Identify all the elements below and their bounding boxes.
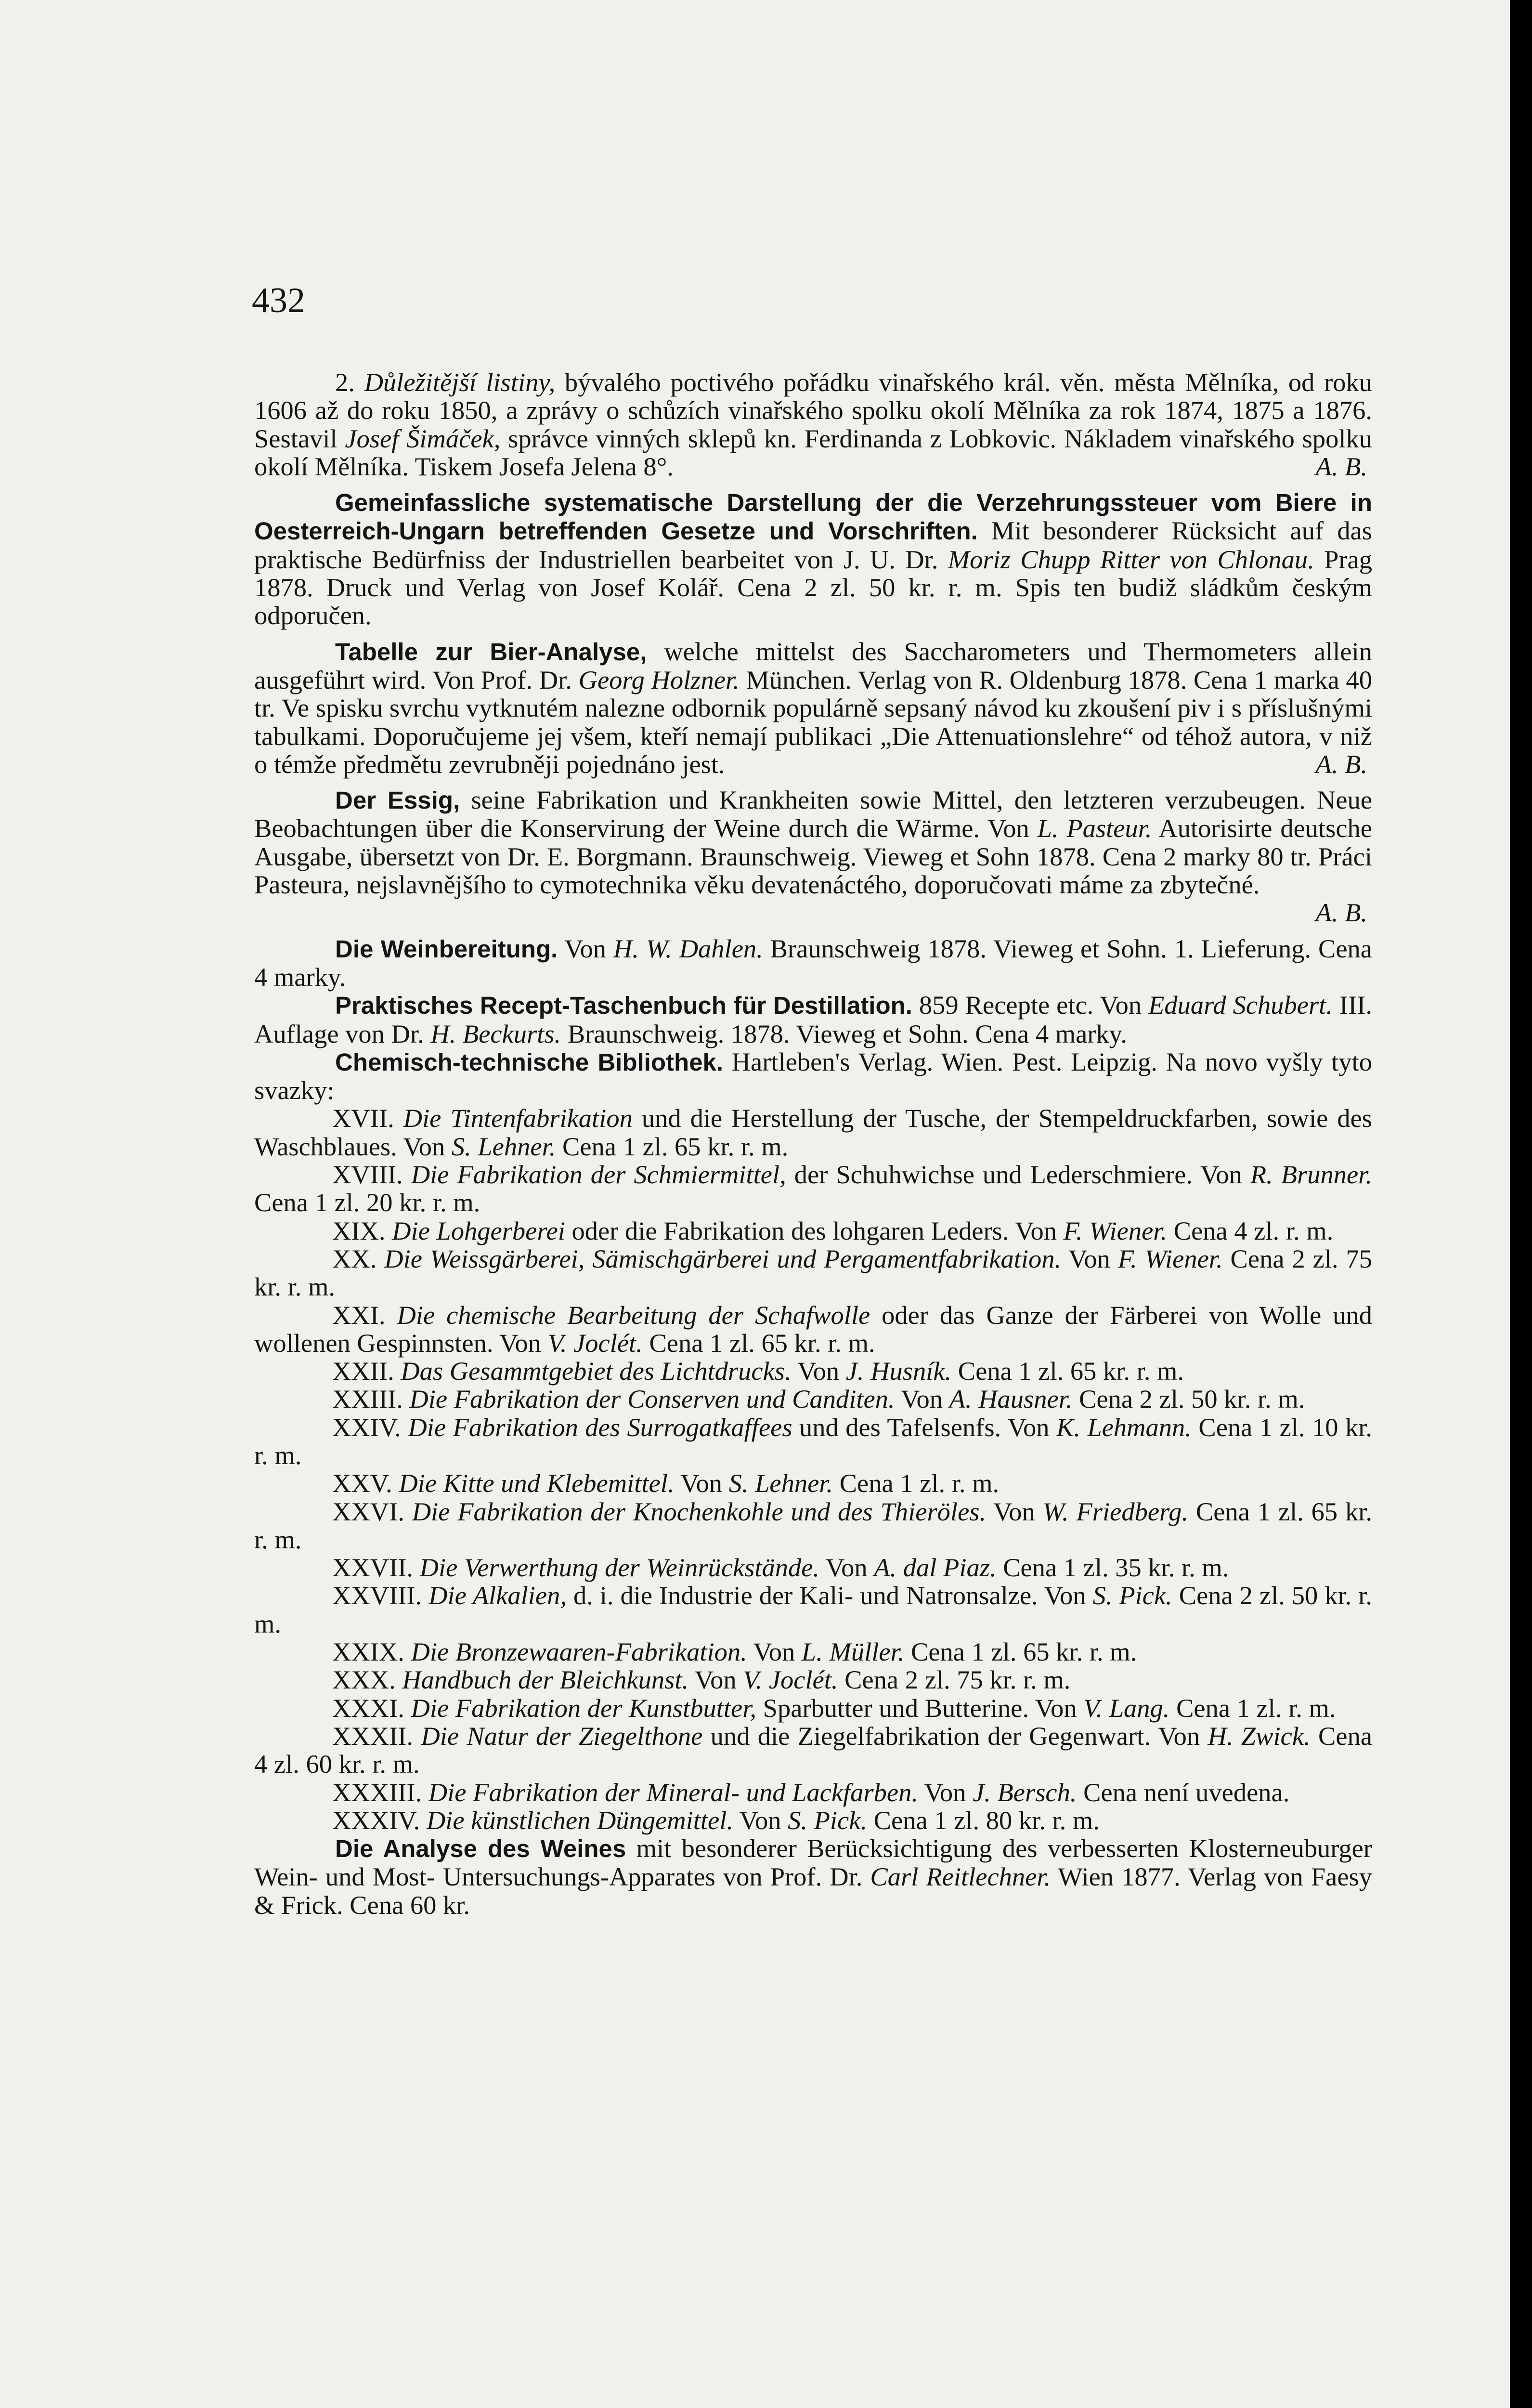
volume-price: Cena 2 zl. 50 kr. r. m.: [254, 1581, 1372, 1638]
volume-price: Cena 1 zl. 20 kr. r. m.: [254, 1188, 480, 1217]
volume-body: Von: [747, 1637, 802, 1667]
entry-author: H. W. Dahlen.: [613, 933, 763, 963]
entry-title: Chemisch-technische Bibliothek.: [335, 1048, 724, 1076]
volume-price: Cena 1 zl. 35 kr. r. m.: [996, 1553, 1229, 1583]
entry-signature: A. B.: [1315, 898, 1367, 928]
volume-author: S. Lehner.: [728, 1468, 833, 1498]
entry-author: L. Pasteur.: [1037, 813, 1152, 843]
volume-body: oder das Ganze der Färberei von Wolle und wollenen Gespinnsten. Von: [254, 1300, 1372, 1358]
volume-title: Die chemische Bearbeitung der Schafwolle: [397, 1300, 870, 1330]
volume-item: [254, 1245, 1372, 1301]
entry-title: Gemeinfassliche systematische Darstellung der die Verzehrungssteuer vom Biere in Oesterreich-Ungarn betreffenden Gesetze und Vorschriften.: [254, 489, 1372, 545]
volume-item: [254, 1104, 1372, 1161]
entry-body: Autorisirte deutsche Ausgabe, übersetzt von Dr. E. Borgmann. Braunschweig. Vieweg et Sohn 1878. Cena 2 marky 80 tr. Práci Pasteura, nejslavnějšího to cymotechnika věku devatenáctého, doporučovati máme za zbytečné.: [254, 813, 1373, 900]
volume-author: V. Lang.: [1083, 1693, 1170, 1723]
volume-title: Die Alkalien,: [428, 1581, 567, 1610]
volume-number: XXXII.: [332, 1721, 421, 1751]
volume-number: XIX.: [332, 1216, 392, 1245]
volume-item: [254, 1413, 1372, 1470]
entry-title: Tabelle zur Bier-Analyse,: [335, 638, 647, 666]
volume-item: [254, 1722, 1372, 1779]
entry-body: Von: [558, 933, 613, 963]
volume-title: Die Fabrikation der Kunstbutter,: [411, 1693, 757, 1723]
volume-author: F. Wiener.: [1063, 1216, 1168, 1245]
entry-signature: A. B.: [1315, 451, 1367, 481]
entry-body: Braunschweig. 1878. Vieweg et Sohn. Cena 4 marky.: [561, 1019, 1128, 1048]
volume-title: Die Fabrikation der Schmiermittel,: [411, 1160, 786, 1190]
volume-list: [254, 1104, 1372, 1834]
entry-body: bývalého poctivého pořádku vinařského král. věn. města Mělníka, od roku 1606 až do roku 1850, a zprávy o schůzích vinařského spolku okolí Mělníka za rok 1874, 1875 a 1876. Sestavil: [254, 367, 1373, 453]
volume-author: R. Brunner.: [1250, 1160, 1372, 1190]
entry-essig: [254, 786, 1372, 899]
volume-item: [254, 1469, 1372, 1497]
volume-author: J. Bersch.: [973, 1777, 1077, 1807]
entry-body: Prag 1878. Druck und Verlag von Josef Kolář. Cena 2 zl. 50 kr. r. m. Spis ten budiž sládkům českým odporučen.: [254, 544, 1372, 630]
entry-bier-analyse: [254, 638, 1372, 778]
volume-price: Cena 1 zl. 80 kr. r. m.: [867, 1805, 1100, 1835]
volume-title: Die Fabrikation der Conserven und Canditen.: [409, 1384, 895, 1414]
volume-number: XXVIII.: [332, 1581, 429, 1610]
volume-body: Von: [688, 1665, 743, 1695]
volume-number: XXII.: [332, 1356, 401, 1386]
entry-body: Wien 1877. Verlag von Faesy & Frick. Cena 60 kr.: [254, 1862, 1372, 1920]
entry-title: Důležitější listiny,: [364, 367, 556, 397]
entry-author: Georg Holzner.: [578, 665, 740, 694]
volume-title: Die Bronzewaaren-Fabrikation.: [411, 1637, 747, 1667]
volume-body: d. i. die Industrie der Kali- und Natronsalze. Von: [567, 1581, 1093, 1610]
entry-body: Hartleben's Verlag. Wien. Pest. Leipzig. Na novo vyšly tyto svazky:: [254, 1047, 1373, 1105]
entry-verzehrungssteuer: [254, 488, 1372, 629]
scan-edge: [1510, 0, 1532, 2408]
volume-body: oder die Fabrikation des lohgaren Leders. Von: [565, 1216, 1064, 1245]
volume-price: Cena 1 zl. 65 kr. r. m.: [951, 1356, 1184, 1386]
volume-item: [254, 1217, 1372, 1245]
volume-body: Von: [791, 1356, 846, 1386]
volume-title: Die Fabrikation der Knochenkohle und des Thieröles.: [412, 1496, 987, 1526]
volume-body: Von: [819, 1553, 874, 1583]
volume-item: [254, 1666, 1372, 1694]
volume-item: [254, 1779, 1372, 1806]
volume-title: Die Natur der Ziegelthone: [421, 1721, 703, 1751]
volume-body: der Schuhwichse und Lederschmiere. Von: [786, 1160, 1250, 1190]
volume-title: Die Kitte und Klebemittel.: [399, 1468, 675, 1498]
volume-price: Cena 1 zl. r. m.: [833, 1468, 1000, 1498]
volume-price: Cena 1 zl. 65 kr. r. m.: [642, 1328, 875, 1358]
page-body: [254, 368, 1372, 1919]
volume-body: Von: [918, 1777, 973, 1807]
volume-body: und die Ziegelfabrikation der Gegenwart. Von: [702, 1721, 1208, 1751]
entry-bibliothek: [254, 1048, 1372, 1105]
entry-author: Josef Šimáček,: [345, 423, 501, 453]
volume-price: Cena 2 zl. 75 kr. r. m.: [254, 1243, 1372, 1302]
volume-body: und die Herstellung der Tusche, der Stempeldruckfarben, sowie des Waschblaues. Von: [254, 1103, 1372, 1161]
volume-item: [254, 1638, 1372, 1666]
entry-recept-taschenbuch: [254, 991, 1372, 1048]
volume-price: Cena není uvedena.: [1077, 1777, 1290, 1807]
volume-item: [254, 1498, 1372, 1554]
entry-body: III. Auflage von Dr.: [254, 990, 1372, 1048]
entry-title: Die Analyse des Weines: [335, 1835, 626, 1863]
entry-title: Der Essig,: [335, 786, 460, 814]
entry-body: 859 Recepte etc. Von: [912, 990, 1149, 1020]
entry-author: Moriz Chupp Ritter von Chlonau.: [948, 544, 1314, 574]
entry-body: seine Fabrikation und Krankheiten sowie Mittel, den letzteren verzubeugen. Neue Beobachtungen über die Konservirung der Weine durch die Wärme. Von: [254, 785, 1373, 843]
volume-number: XXX.: [332, 1665, 402, 1695]
volume-price: Cena 2 zl. 75 kr. r. m.: [838, 1665, 1071, 1695]
volume-number: XXXIV.: [332, 1805, 427, 1835]
volume-number: XXXIII.: [332, 1777, 428, 1807]
volume-price: Cena 1 zl. 65 kr. r. m.: [904, 1637, 1137, 1667]
volume-item: [254, 1554, 1372, 1582]
volume-price: Cena 1 zl. 10 kr. r. m.: [254, 1412, 1372, 1470]
volume-author: V. Joclét.: [547, 1328, 643, 1358]
entry-body: Mit besonderer Rücksicht auf das praktische Bedürfniss der Industriellen bearbeitet von J. U. Dr.: [254, 516, 1372, 574]
volume-author: A. Hausner.: [949, 1384, 1073, 1414]
entry-body: München. Verlag von R. Oldenburg 1878. Cena 1 marka 40 tr. Ve spisku svrchu vytknutém nalezne odbornik populárně sepsaný návod ku zkoušení piv i s příslušnými tabulkami. Doporučujeme jej všem, kteří nemají publikaci „Die Attenuationslehre“ od téhož autora, v niž o témže předmětu zevrubněji pojednáno jest.: [254, 665, 1372, 779]
volume-item: [254, 1806, 1372, 1834]
volume-body: Von: [1061, 1243, 1118, 1273]
volume-item: [254, 1694, 1372, 1722]
volume-author: S. Pick.: [788, 1805, 868, 1835]
volume-title: Die Fabrikation des Surrogatkaffees: [408, 1412, 792, 1442]
entry-body: správce vinných sklepů kn. Ferdinanda z Lobkovic. Nákladem vinařského spolku okolí Mělníka. Tiskem Josefa Jelena 8°.: [254, 423, 1372, 481]
volume-price: Cena 1 zl. r. m.: [1169, 1693, 1336, 1723]
volume-body: Von: [986, 1496, 1043, 1526]
volume-title: Das Gesammtgebiet des Lichtdrucks.: [401, 1356, 792, 1386]
volume-number: XVIII.: [332, 1160, 411, 1190]
volume-title: Die Verwerthung der Weinrückstände.: [419, 1553, 820, 1583]
entry-title: Praktisches Recept-Taschenbuch für Destillation.: [335, 992, 912, 1020]
volume-author: S. Pick.: [1092, 1581, 1172, 1610]
volume-number: XXIV.: [332, 1412, 408, 1442]
volume-title: Die Tintenfabrikation: [403, 1103, 633, 1133]
volume-author: W. Friedberg.: [1042, 1496, 1189, 1526]
volume-number: XXIX.: [332, 1637, 411, 1667]
volume-number: XXVI.: [332, 1496, 412, 1526]
volume-number: XXV.: [332, 1468, 399, 1498]
entry-author: Eduard Schubert.: [1148, 990, 1333, 1020]
entry-author: Carl Reitlechner.: [870, 1862, 1051, 1892]
volume-title: Die Fabrikation der Mineral- und Lackfarben.: [428, 1777, 918, 1807]
entry-body: mit besonderer Berücksichtigung des verbesserten Klosterneuburger Wein- und Most- Untersuchungs-Apparates von Prof. Dr.: [254, 1833, 1372, 1892]
volume-author: K. Lehmann.: [1056, 1412, 1192, 1442]
volume-price: Cena 1 zl. 65 kr. r. m.: [556, 1131, 789, 1161]
volume-item: [254, 1582, 1372, 1638]
entry-body: Braunschweig 1878. Vieweg et Sohn. 1. Lieferung. Cena 4 marky.: [254, 933, 1372, 992]
volume-price: Cena 2 zl. 50 kr. r. m.: [1072, 1384, 1305, 1414]
volume-body: Sparbutter und Butterine. Von: [756, 1693, 1084, 1723]
volume-title: Die künstlichen Düngemittel.: [426, 1805, 733, 1835]
volume-author: J. Husník.: [845, 1356, 952, 1386]
entry-signature: A. B.: [1315, 749, 1367, 779]
entry-weinbereitung: [254, 935, 1372, 992]
volume-body: Von: [674, 1468, 729, 1498]
volume-number: XVII.: [332, 1103, 403, 1133]
entry-title: Die Weinbereitung.: [335, 935, 558, 963]
volume-number: XXVII.: [332, 1553, 420, 1583]
volume-number: XXXI.: [332, 1693, 411, 1723]
volume-author: V. Joclét.: [743, 1665, 838, 1695]
volume-price: Cena 4 zl. r. m.: [1167, 1216, 1334, 1245]
volume-author: F. Wiener.: [1117, 1243, 1223, 1273]
entry-analyse-des-weines: [254, 1834, 1372, 1919]
volume-item: [254, 1385, 1372, 1413]
volume-author: H. Zwick.: [1207, 1721, 1311, 1751]
page-number: 432: [252, 281, 305, 320]
volume-title: Handbuch der Bleichkunst.: [402, 1665, 689, 1695]
entry-listiny: [254, 368, 1372, 481]
volume-item: [254, 1357, 1372, 1385]
volume-title: Die Weissgärberei, Sämischgärberei und Pergamentfabrikation.: [384, 1243, 1062, 1273]
volume-author: S. Lehner.: [451, 1131, 556, 1161]
volume-author: A. dal Piaz.: [874, 1553, 997, 1583]
volume-title: Die Lohgerberei: [392, 1216, 565, 1245]
volume-body: und des Tafelsenfs. Von: [792, 1412, 1056, 1442]
volume-price: Cena 4 zl. 60 kr. r. m.: [254, 1721, 1373, 1779]
entry-body: welche mittelst des Saccharometers und Thermometers allein ausgeführt wird. Von Prof. Dr.: [254, 636, 1372, 694]
volume-body: Von: [895, 1384, 949, 1414]
entry-number: 2.: [335, 367, 364, 397]
volume-author: L. Müller.: [801, 1637, 905, 1667]
volume-number: XXIII.: [332, 1384, 410, 1414]
volume-body: Von: [733, 1805, 788, 1835]
volume-price: Cena 1 zl. 65 kr. r. m.: [254, 1496, 1372, 1554]
volume-number: XXI.: [332, 1300, 397, 1330]
volume-number: XX.: [332, 1243, 385, 1273]
entry-author: H. Beckurts.: [430, 1019, 561, 1048]
volume-item: [254, 1301, 1372, 1358]
volume-item: [254, 1161, 1372, 1217]
